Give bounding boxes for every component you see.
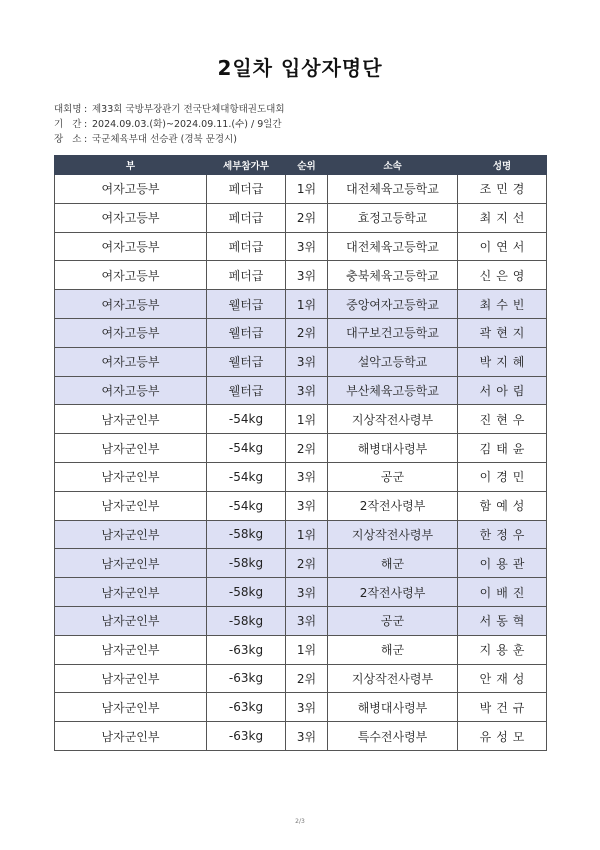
cell-team: 지상작전사령부 <box>328 664 458 693</box>
cell-weight-class: -63kg <box>207 635 286 664</box>
cell-team: 해병대사령부 <box>328 434 458 463</box>
cell-weight-class: 웰터급 <box>207 290 286 319</box>
table-row <box>55 491 547 520</box>
event-name-row: 대회명 : 제33회 국방부장관기 전국단체대항태권도대회 <box>54 104 285 115</box>
cell-rank: 3위 <box>286 491 328 520</box>
cell-team: 대전체육고등학교 <box>328 232 458 261</box>
table-row <box>55 520 547 549</box>
header-team: 소속 <box>328 156 458 175</box>
event-venue-value: 국군체육부대 선승관 (경북 문경시) <box>92 134 237 145</box>
cell-team: 2작전사령부 <box>328 491 458 520</box>
header-name: 성명 <box>458 156 547 175</box>
cell-division: 남자군인부 <box>55 462 207 491</box>
cell-team: 대구보건고등학교 <box>328 318 458 347</box>
cell-name: 한정우 <box>458 520 547 549</box>
cell-division: 여자고등부 <box>55 318 207 347</box>
cell-name: 서동혁 <box>458 606 547 635</box>
cell-rank: 3위 <box>286 578 328 607</box>
event-period-label: 기 간 <box>54 119 82 130</box>
cell-team: 특수전사령부 <box>328 722 458 751</box>
table-row <box>55 290 547 319</box>
cell-weight-class: -63kg <box>207 693 286 722</box>
cell-team: 지상작전사령부 <box>328 520 458 549</box>
cell-name: 이연서 <box>458 232 547 261</box>
cell-rank: 2위 <box>286 203 328 232</box>
cell-name: 이경민 <box>458 462 547 491</box>
cell-division: 여자고등부 <box>55 290 207 319</box>
cell-team: 2작전사령부 <box>328 578 458 607</box>
cell-weight-class: 페더급 <box>207 232 286 261</box>
cell-name: 최수빈 <box>458 290 547 319</box>
cell-rank: 2위 <box>286 434 328 463</box>
cell-team: 충북체육고등학교 <box>328 261 458 290</box>
cell-name: 이용관 <box>458 549 547 578</box>
table-row <box>55 635 547 664</box>
table-row <box>55 232 547 261</box>
cell-division: 남자군인부 <box>55 405 207 434</box>
table-row <box>55 261 547 290</box>
cell-division: 남자군인부 <box>55 635 207 664</box>
header-division: 부 <box>55 156 207 175</box>
cell-name: 최지선 <box>458 203 547 232</box>
cell-name: 박지혜 <box>458 347 547 376</box>
cell-division: 남자군인부 <box>55 578 207 607</box>
cell-rank: 2위 <box>286 318 328 347</box>
cell-division: 여자고등부 <box>55 232 207 261</box>
cell-division: 남자군인부 <box>55 520 207 549</box>
cell-weight-class: 웰터급 <box>207 318 286 347</box>
cell-weight-class: -58kg <box>207 606 286 635</box>
cell-rank: 3위 <box>286 693 328 722</box>
event-info <box>54 102 285 147</box>
cell-weight-class: -54kg <box>207 434 286 463</box>
table-row <box>55 405 547 434</box>
cell-division: 여자고등부 <box>55 203 207 232</box>
cell-division: 남자군인부 <box>55 664 207 693</box>
header-weight-class: 세부참가부 <box>207 156 286 175</box>
cell-team: 해군 <box>328 549 458 578</box>
cell-name: 김태윤 <box>458 434 547 463</box>
cell-rank: 3위 <box>286 232 328 261</box>
cell-name: 신은영 <box>458 261 547 290</box>
event-period-row: 기 간 : 2024.09.03.(화)~2024.09.11.(수) / 9일간 <box>54 119 282 130</box>
cell-team: 해병대사령부 <box>328 693 458 722</box>
table-row <box>55 376 547 405</box>
cell-rank: 3위 <box>286 347 328 376</box>
cell-name: 조민경 <box>458 175 547 204</box>
cell-rank: 3위 <box>286 722 328 751</box>
cell-team: 중앙여자고등학교 <box>328 290 458 319</box>
table-row <box>55 722 547 751</box>
cell-weight-class: -58kg <box>207 578 286 607</box>
cell-weight-class: 페더급 <box>207 261 286 290</box>
cell-weight-class: -54kg <box>207 491 286 520</box>
cell-division: 남자군인부 <box>55 434 207 463</box>
cell-team: 대전체육고등학교 <box>328 175 458 204</box>
table-row <box>55 462 547 491</box>
table-row <box>55 549 547 578</box>
table-header-row <box>55 156 547 175</box>
cell-name: 박건규 <box>458 693 547 722</box>
header-rank: 순위 <box>286 156 328 175</box>
cell-rank: 3위 <box>286 462 328 491</box>
cell-weight-class: 웰터급 <box>207 376 286 405</box>
cell-name: 곽현지 <box>458 318 547 347</box>
event-name-label: 대회명 <box>54 104 82 115</box>
cell-team: 공군 <box>328 462 458 491</box>
cell-rank: 1위 <box>286 635 328 664</box>
cell-name: 안재성 <box>458 664 547 693</box>
cell-weight-class: -54kg <box>207 405 286 434</box>
cell-division: 남자군인부 <box>55 693 207 722</box>
cell-name: 유성모 <box>458 722 547 751</box>
cell-weight-class: 페더급 <box>207 175 286 204</box>
cell-division: 남자군인부 <box>55 491 207 520</box>
cell-division: 남자군인부 <box>55 606 207 635</box>
cell-rank: 1위 <box>286 290 328 319</box>
cell-weight-class: 페더급 <box>207 203 286 232</box>
cell-team: 지상작전사령부 <box>328 405 458 434</box>
cell-rank: 2위 <box>286 664 328 693</box>
cell-name: 진현우 <box>458 405 547 434</box>
table-row <box>55 347 547 376</box>
cell-name: 함예성 <box>458 491 547 520</box>
table-row <box>55 578 547 607</box>
cell-team: 해군 <box>328 635 458 664</box>
table-row <box>55 175 547 204</box>
table-row <box>55 693 547 722</box>
cell-weight-class: 웰터급 <box>207 347 286 376</box>
winners-table <box>54 155 547 751</box>
cell-weight-class: -58kg <box>207 520 286 549</box>
cell-team: 공군 <box>328 606 458 635</box>
cell-division: 남자군인부 <box>55 549 207 578</box>
cell-rank: 2위 <box>286 549 328 578</box>
cell-division: 여자고등부 <box>55 175 207 204</box>
page-title: 2일차 입상자명단 <box>217 56 383 80</box>
cell-weight-class: -54kg <box>207 462 286 491</box>
cell-team: 설악고등학교 <box>328 347 458 376</box>
cell-rank: 3위 <box>286 606 328 635</box>
table-body <box>55 175 547 751</box>
cell-rank: 1위 <box>286 175 328 204</box>
table-row <box>55 318 547 347</box>
table-row <box>55 664 547 693</box>
table-row <box>55 606 547 635</box>
page-number: 2/3 <box>295 818 305 825</box>
cell-weight-class: -63kg <box>207 664 286 693</box>
cell-division: 여자고등부 <box>55 261 207 290</box>
cell-weight-class: -58kg <box>207 549 286 578</box>
event-venue-label: 장 소 <box>54 134 82 145</box>
cell-name: 지용훈 <box>458 635 547 664</box>
table-row <box>55 434 547 463</box>
cell-division: 여자고등부 <box>55 347 207 376</box>
cell-weight-class: -63kg <box>207 722 286 751</box>
cell-rank: 3위 <box>286 376 328 405</box>
cell-rank: 1위 <box>286 405 328 434</box>
event-venue-row: 장 소 : 국군체육부대 선승관 (경북 문경시) <box>54 134 237 145</box>
cell-team: 부산체육고등학교 <box>328 376 458 405</box>
cell-name: 이배진 <box>458 578 547 607</box>
event-period-value: 2024.09.03.(화)~2024.09.11.(수) / 9일간 <box>92 119 282 130</box>
cell-team: 효정고등학교 <box>328 203 458 232</box>
cell-rank: 1위 <box>286 520 328 549</box>
event-name-value: 제33회 국방부장관기 전국단체대항태권도대회 <box>92 104 285 115</box>
cell-rank: 3위 <box>286 261 328 290</box>
cell-division: 남자군인부 <box>55 722 207 751</box>
cell-division: 여자고등부 <box>55 376 207 405</box>
cell-name: 서아림 <box>458 376 547 405</box>
table-row <box>55 203 547 232</box>
